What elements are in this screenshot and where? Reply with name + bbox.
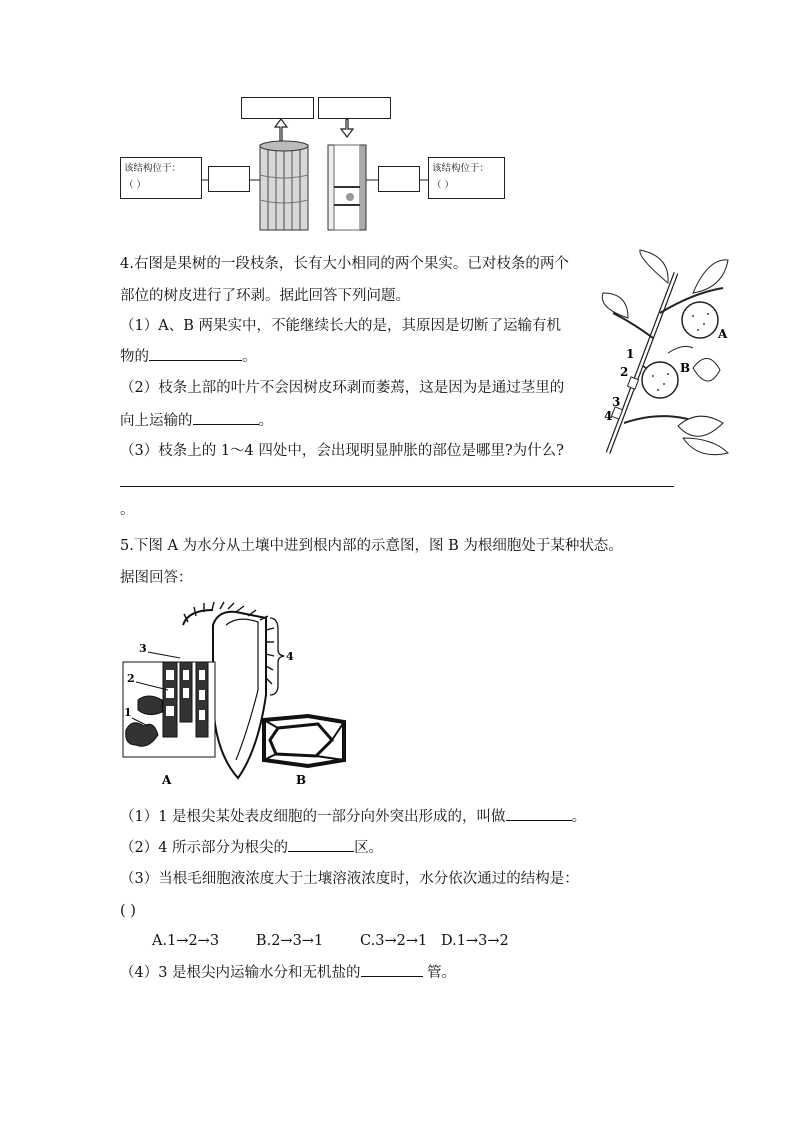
root-label-1: 1	[124, 706, 132, 719]
q4-blank-2[interactable]	[193, 410, 259, 425]
structure-location-paren-left: （ ）	[124, 180, 147, 191]
fruit-branch-figure	[598, 248, 738, 463]
vessel-drawing	[260, 141, 308, 230]
fruit-label-b: B	[680, 361, 691, 375]
q5-intro-line2: 据图回答：	[120, 570, 193, 586]
ring-label-3: 3	[612, 395, 621, 409]
q4-answer-line[interactable]	[120, 486, 674, 487]
root-cell-b-drawing	[264, 716, 344, 766]
structure-location-box-left	[120, 157, 202, 199]
structure-location-label-right: 该结构位于：	[432, 163, 490, 174]
fruit-a-drawing	[682, 302, 718, 338]
q4-sub3: （3）枝条上的 1～4 四处中，会出现明显肿胀的部位是哪里?为什么?	[120, 443, 564, 459]
root-label-2: 2	[127, 672, 135, 685]
answer-box-left-middle	[208, 166, 250, 192]
q4-blank-1[interactable]	[149, 346, 242, 361]
ring-label-4: 4	[604, 409, 613, 423]
root-figure-label-a: A	[162, 773, 172, 787]
q5-sub1: （1）1 是根尖某处表皮细胞的一部分向外突出形成的，叫做 。	[120, 806, 586, 827]
q4-sub1-line1: （1）A、B 两果实中，不能继续长大的是，其原因是切断了运输有机	[120, 318, 561, 334]
q4-intro-line1: 4.右图是果树的一段枝条，长有大小相同的两个果实。已对枝条的两个	[120, 256, 569, 272]
q5-blank-2[interactable]	[288, 837, 354, 852]
root-figure	[118, 600, 353, 790]
root-label-3: 3	[139, 642, 147, 655]
fruit-label-a: A	[718, 327, 728, 341]
up-arrow-icon	[275, 119, 287, 141]
q4-end-mark: 。	[120, 502, 135, 518]
ring-label-1: 1	[626, 347, 635, 361]
down-arrow-icon	[341, 119, 353, 137]
q5-blank-4[interactable]	[361, 962, 423, 977]
q5-sub2: （2）4 所示部分为根尖的 区。	[120, 837, 383, 858]
root-label-4: 4	[286, 650, 294, 663]
sieve-tube-drawing	[328, 145, 366, 230]
q5-sub4: （4）3 是根尖内运输水分和无机盐的 管。	[120, 962, 456, 983]
root-figure-label-b: B	[296, 773, 307, 787]
structure-location-box-right	[428, 157, 505, 199]
q4-sub2-line1: （2）枝条上部的叶片不会因树皮环剥而萎蔫，这是因为是通过茎里的	[120, 380, 565, 396]
q4-sub2-line2: 向上运输的 。	[120, 410, 273, 431]
q5-blank-1[interactable]	[506, 806, 572, 821]
fruit-b-drawing	[642, 362, 678, 398]
structure-location-label-left: 该结构位于：	[124, 163, 182, 174]
ring-label-2: 2	[620, 365, 629, 379]
q4-sub1-line2: 物的 。	[120, 346, 257, 367]
q5-options[interactable]: A.1→2→3 B.2→3→1 C.3→2→1 D.1→3→2	[152, 933, 509, 949]
answer-box-right-middle	[378, 166, 420, 192]
q5-sub3-paren[interactable]: ( )	[120, 903, 136, 919]
q5-sub3: （3）当根毛细胞液浓度大于土壤溶液浓度时，水分依次通过的结构是：	[120, 871, 579, 887]
structure-location-paren-right: （ ）	[432, 180, 455, 191]
q5-intro-line1: 5.下图 A 为水分从土壤中进到根内部的示意图，图 B 为根细胞处于某种状态。	[120, 538, 623, 554]
q4-intro-line2: 部位的树皮进行了环剥。据此回答下列问题。	[120, 288, 410, 304]
